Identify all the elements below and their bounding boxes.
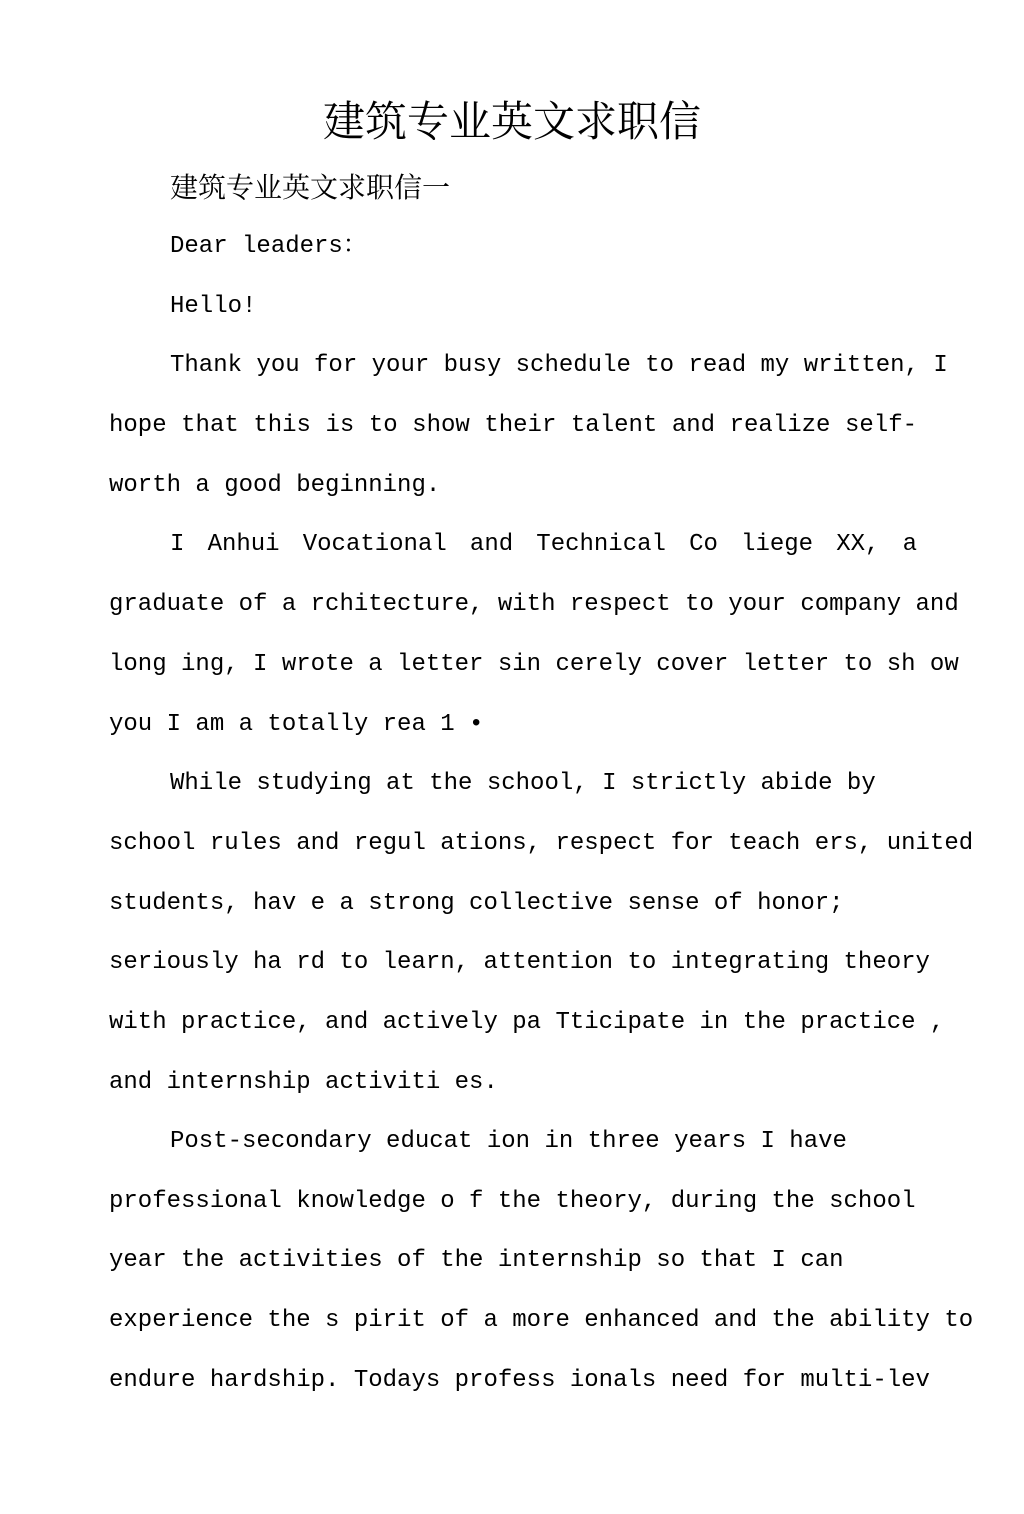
paragraph-line: hope that this is to show their talent and realize self- — [109, 412, 917, 439]
greeting: Hello! — [170, 293, 257, 320]
paragraph-line: While studying at the school, I strictly abide by — [170, 770, 876, 797]
paragraph-line: students, hav e a strong collective sense of honor; — [109, 890, 844, 917]
paragraph-line: long ing, I wrote a letter sin cerely cover letter to sh ow — [109, 651, 959, 678]
paragraph-line: professional knowledge o f the theory, during the school — [109, 1188, 916, 1215]
section-heading: 建筑专业英文求职信一 — [170, 171, 451, 204]
paragraph-line: seriously ha rd to learn, attention to integrating theory — [109, 949, 930, 976]
paragraph-line: Thank you for your busy schedule to read my written, I — [170, 352, 948, 379]
paragraph-line: year the activities of the internship so that I can — [109, 1247, 844, 1274]
paragraph-line: Post-secondary educat ion in three years I have — [170, 1128, 847, 1155]
paragraph-line: worth a good beginning. — [109, 472, 441, 499]
paragraph-line: school rules and regul ations, respect for teach ers, united — [109, 830, 974, 857]
paragraph-line: you I am a totally rea 1 • — [109, 711, 484, 738]
paragraph-line: endure hardship. Todays profess ionals need for multi-lev — [109, 1367, 930, 1394]
paragraph-line: with practice, and actively pa Tticipate in the practice , — [109, 1009, 945, 1036]
document-title: 建筑专业英文求职信 — [322, 97, 701, 146]
salutation: Dear leaders： — [170, 233, 367, 260]
paragraph-line: I Anhui Vocational and Technical Co liege XX, a — [170, 531, 917, 558]
paragraph-line: experience the s pirit of a more enhanced and the ability to — [109, 1307, 974, 1334]
paragraph-line: and internship activiti es. — [109, 1069, 498, 1096]
paragraph-line: graduate of a rchitecture, with respect to your company and — [109, 591, 959, 618]
